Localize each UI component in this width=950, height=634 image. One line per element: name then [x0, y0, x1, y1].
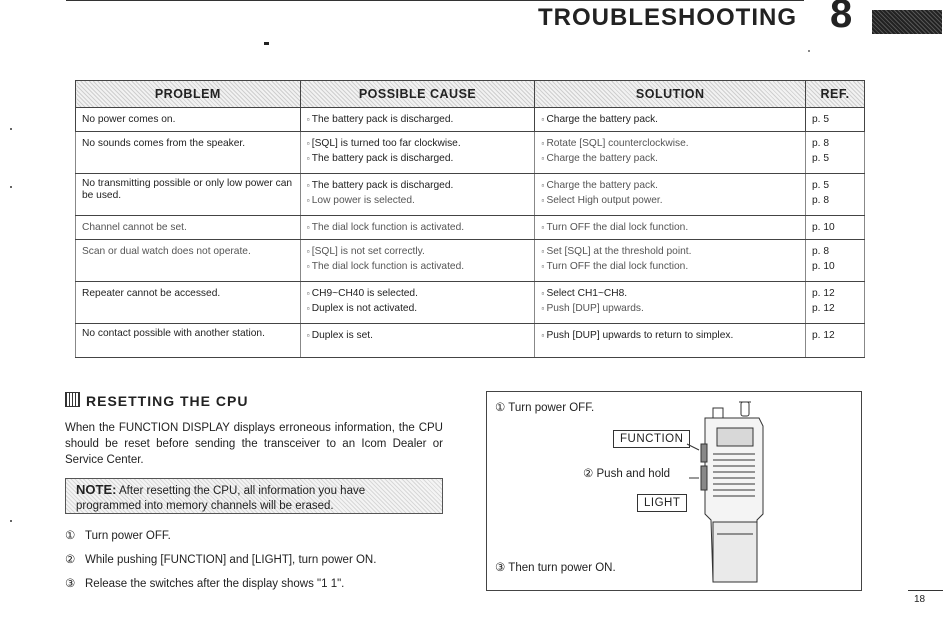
stray-mark [808, 50, 810, 52]
ref-line: p. 8 [812, 138, 830, 149]
page-number-rule [908, 590, 943, 591]
ref-line: p. 12 [812, 303, 835, 314]
cause-line: ▫ Duplex is set. [307, 328, 529, 343]
cause-cell [300, 108, 535, 132]
cause-cell [300, 216, 535, 240]
step-item [65, 528, 376, 552]
note-label: NOTE: [76, 482, 117, 497]
chapter-number: 8 [830, 0, 853, 36]
cause-line: ▫ Duplex is not activated. [307, 301, 529, 316]
top-rule [66, 0, 804, 1]
solution-line: ▫ Charge the battery pack. [541, 178, 799, 193]
cause-cell [300, 240, 535, 282]
step-item [65, 552, 376, 576]
table-header-row [76, 81, 865, 108]
table-row [76, 240, 865, 282]
stray-mark [264, 42, 269, 45]
table-row [76, 324, 865, 358]
function-side-button [701, 444, 707, 462]
table-row [76, 132, 865, 174]
illus-step-2: ② Push and hold [583, 468, 671, 480]
problem-cell: No sounds comes from the speaker. [76, 132, 301, 174]
problem-cell: Scan or dual watch does not operate. [76, 240, 301, 282]
solution-line: ▫ Select High output power. [541, 193, 799, 208]
page-title: TROUBLESHOOTING [538, 4, 797, 31]
page-number: 18 [914, 594, 926, 605]
cause-line: ▫ The battery pack is discharged. [307, 112, 529, 127]
antenna-knob [741, 402, 749, 416]
radio-display [717, 428, 753, 446]
section-heading [65, 392, 248, 409]
function-key-label: FUNCTION [613, 430, 690, 448]
light-side-button [701, 466, 707, 490]
solution-cell [535, 282, 806, 324]
step-number: ① [65, 530, 76, 542]
note-text: After resetting the CPU, all information you have programmed into memory channels will be erased. [76, 485, 366, 512]
section-heading-text: RESETTING THE CPU [86, 393, 249, 409]
cause-cell [300, 282, 535, 324]
ref-line: p. 5 [812, 114, 830, 125]
function-pointer [687, 444, 699, 450]
step-number: ② [65, 554, 76, 566]
intro-paragraph: When the FUNCTION DISPLAY displays erroneous information, the CPU should be reset before sending the transceiver to an Icom Dealer or Service Center. [65, 422, 443, 466]
cause-line: ▫ [SQL] is turned too far clockwise. [307, 136, 529, 151]
header-ref: REF. [806, 81, 865, 108]
solution-line: ▫ Charge the battery pack. [541, 112, 799, 127]
illus-step-1: ① Turn power OFF. [495, 402, 595, 414]
header-problem: PROBLEM [76, 81, 301, 108]
cause-line: ▫ The battery pack is discharged. [307, 178, 529, 193]
problem-cell: No power comes on. [76, 108, 301, 132]
ref-cell [806, 216, 865, 240]
cause-line: ▫ Low power is selected. [307, 193, 529, 208]
cause-cell [300, 132, 535, 174]
solution-cell [535, 240, 806, 282]
solution-cell [535, 132, 806, 174]
table-row [76, 108, 865, 132]
solution-line: ▫ Select CH1~CH8. [541, 286, 799, 301]
ref-cell [806, 108, 865, 132]
ref-cell [806, 282, 865, 324]
cause-line: ▫ The dial lock function is activated. [307, 259, 529, 274]
solution-line: ▫ Charge the battery pack. [541, 151, 799, 166]
cause-cell [300, 324, 535, 358]
ref-cell [806, 240, 865, 282]
problem-cell: Repeater cannot be accessed. [76, 282, 301, 324]
ref-cell [806, 324, 865, 358]
reset-illustration [486, 391, 862, 591]
ref-cell [806, 132, 865, 174]
reset-steps [65, 528, 376, 600]
stray-mark [10, 186, 12, 188]
solution-line: ▫ Turn OFF the dial lock function. [541, 259, 799, 274]
solution-cell [535, 108, 806, 132]
step-text: Release the switches after the display shows "1 1". [85, 578, 345, 590]
header-solution: SOLUTION [535, 81, 806, 108]
cause-line: ▫ [SQL] is not set correctly. [307, 244, 529, 259]
ref-line: p. 12 [812, 288, 835, 299]
stray-mark [10, 520, 12, 522]
step-number: ③ [65, 578, 76, 590]
chapter-tab [872, 10, 942, 34]
ref-line: p. 8 [812, 246, 830, 257]
ref-line: p. 10 [812, 261, 835, 272]
ref-line: p. 10 [812, 222, 835, 233]
table-row [76, 282, 865, 324]
solution-cell [535, 324, 806, 358]
problem-cell: No contact possible with another station. [76, 324, 301, 358]
stray-mark [10, 128, 12, 130]
cause-cell [300, 174, 535, 216]
solution-line: ▫ Set [SQL] at the threshold point. [541, 244, 799, 259]
step-text: Turn power OFF. [85, 530, 171, 542]
solution-line: ▫ Turn OFF the dial lock function. [541, 220, 799, 235]
note-box [65, 478, 443, 514]
troubleshooting-table [75, 80, 865, 358]
solution-line: ▫ Rotate [SQL] counterclockwise. [541, 136, 799, 151]
radio-illustration [677, 394, 777, 590]
solution-line: ▫ Push [DUP] upwards to return to simplex. [541, 328, 799, 343]
illus-step-3: ③ Then turn power ON. [495, 562, 616, 574]
ref-line: p. 8 [812, 195, 830, 206]
header-cause: POSSIBLE CAUSE [300, 81, 535, 108]
ref-line: p. 12 [812, 330, 835, 341]
ref-cell [806, 174, 865, 216]
cause-line: ▫ The dial lock function is activated. [307, 220, 529, 235]
step-text: While pushing [FUNCTION] and [LIGHT], turn power ON. [85, 554, 377, 566]
table-row [76, 216, 865, 240]
solution-cell [535, 216, 806, 240]
step-item [65, 576, 376, 600]
solution-cell [535, 174, 806, 216]
light-key-label: LIGHT [637, 494, 687, 512]
chip-icon [65, 392, 80, 407]
solution-line: ▫ Push [DUP] upwards. [541, 301, 799, 316]
table-row [76, 174, 865, 216]
ref-line: p. 5 [812, 180, 830, 191]
problem-cell: No transmitting possible or only low power can be used. [76, 174, 301, 216]
cause-line: ▫ CH9~CH40 is selected. [307, 286, 529, 301]
battery-pack [713, 522, 757, 582]
dial-knob [713, 408, 723, 418]
ref-line: p. 5 [812, 153, 830, 164]
problem-cell: Channel cannot be set. [76, 216, 301, 240]
cause-line: ▫ The battery pack is discharged. [307, 151, 529, 166]
